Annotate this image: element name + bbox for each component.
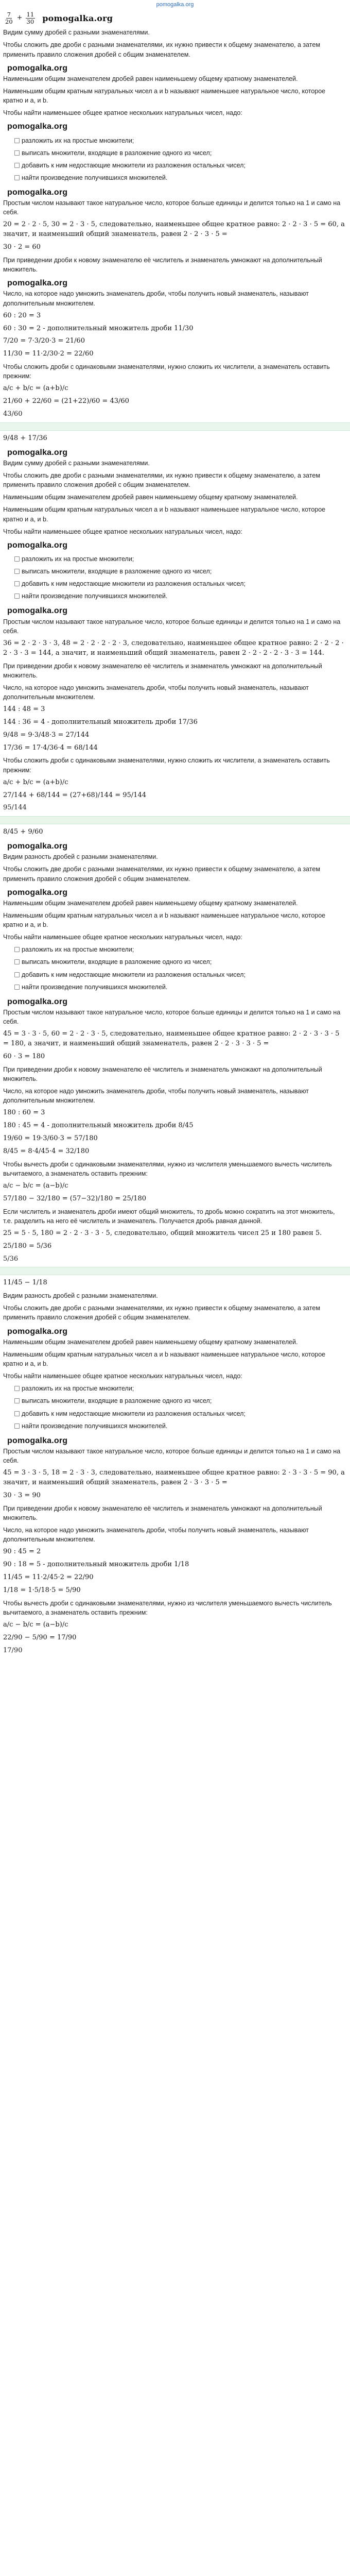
formula: a/c − b/c = (a−b)/c: [3, 1181, 68, 1190]
calc-line: 90 : 45 = 2: [3, 1548, 41, 1556]
rule-common-denominator: Чтобы сложить две дроби с разными знаменателями, их нужно привести к общему знаменателю, а затем применить правило сложения дробей с общим знаменателем.: [3, 866, 320, 883]
rule-common-denominator: Чтобы сложить две дроби с разными знаменателями, их нужно привести к общему знаменателю, а затем применить правило сложения дробей с общим знаменателем.: [3, 472, 320, 489]
rule-lcd: Наименьшим общим знаменателем дробей равен наименьшему общему кратному знаменателей.: [3, 899, 298, 907]
section-divider: [0, 816, 350, 824]
watermark: pomogalka.org: [7, 997, 68, 1006]
lcm-line: 20 = 2 · 2 · 5, 30 = 2 · 3 · 5, следовательно, наименьшее общее кратное равно: 2 · 2 · 3 · 5 = 60, а значит, и наименьший общий знаменатель, равен 2 · 2 · 3 · 5 =: [3, 221, 345, 239]
transform-line: 11/30 = 11·2/30·2 = 22/60: [3, 350, 94, 358]
factor-rule: При приведении дроби к новому знаменателю её числитель и знаменатель умножают на дополнительный множитель.: [3, 1065, 322, 1082]
step-item: найти произведение получившихся множителей.: [14, 173, 346, 182]
rule-common-denominator: Чтобы сложить две дроби с разными знаменателями, их нужно привести к общему знаменателю, а затем применить правило сложения дробей с общим знаменателем.: [3, 41, 320, 58]
steps-list: [3, 554, 346, 601]
rule-lcm-def: Наименьшим общим кратным натуральных чисел a и b называют наименьшее натуральное число, которое кратно и a, и b.: [3, 1350, 326, 1368]
factor-def: Число, на которое надо умножить знаменатель дроби, чтобы получить новый знаменатель, называют дополнительным множителем.: [3, 1088, 309, 1105]
rule-sum-different: Видим сумму дробей с разными знаменателями.: [3, 459, 150, 467]
expression-head: 11/45 − 1/18: [3, 1279, 47, 1287]
transform-line: 7/20 = 7·3/20·3 = 21/60: [3, 337, 85, 345]
lcm-line: 45 = 3 · 3 · 5, 18 = 2 · 3 · 3, следовательно, наименьшее общее кратное равно: 2 · 3 · 3 · 5 = 90, а значит, и наименьший общий знаменатель, равен 2 · 3 · 3 · 5 =: [3, 1469, 345, 1487]
factor-def: Число, на которое надо умножить знаменатель дроби, чтобы получить новый знаменатель, называют дополнительным множителем.: [3, 290, 309, 307]
step-item: выписать множители, входящие в разложение одного из чисел;: [14, 567, 346, 576]
watermark: pomogalka.org: [7, 1327, 68, 1336]
factor-def: Число, на которое надо умножить знаменатель дроби, чтобы получить новый знаменатель, называют дополнительным множителем.: [3, 1527, 309, 1544]
step-item: разложить их на простые множители;: [14, 945, 346, 954]
rule-diff-different: Видим разность дробей с разными знаменателями.: [3, 853, 158, 861]
site-header[interactable]: pomogalka.org: [156, 2, 194, 8]
rule-lcm-def: Наименьшим общим кратным натуральных чисел a и b называют наименьшее натуральное число, которое кратно и a, и b.: [3, 506, 326, 523]
rule-lcd: Наименьшим общим знаменателем дробей равен наименьшему общему кратному знаменателей.: [3, 1338, 298, 1346]
diff-line: 22/90 − 5/90 = 17/90: [3, 1633, 77, 1641]
solution-block-2: [3, 434, 346, 813]
factor-rule: При приведении дроби к новому знаменателю её числитель и знаменатель умножают на дополнительный множитель.: [3, 257, 322, 274]
solution-block-3: [3, 827, 346, 1264]
sub-rule: Чтобы вычесть дроби с одинаковыми знаменателями, нужно из числителя уменьшаемого вычесть числитель вычитаемого, а знаменатель оставить прежним:: [3, 1160, 332, 1177]
sum-line: 27/144 + 68/144 = (27+68)/144 = 95/144: [3, 791, 146, 799]
step-item: разложить их на простые множители;: [14, 554, 346, 564]
factor-def: Число, на которое надо умножить знаменатель дроби, чтобы получить новый знаменатель, называют дополнительным множителем.: [3, 684, 309, 701]
expression-head: 8/45 + 9/60: [3, 828, 43, 836]
watermark: pomogalka.org: [7, 842, 68, 851]
calc-line: 144 : 48 = 3: [3, 705, 45, 714]
step-item: добавить к ним недостающие множители из разложения остальных чисел;: [14, 1409, 346, 1418]
calc-line: 60 : 20 = 3: [3, 311, 41, 319]
transform-line: 8/45 = 8·4/45·4 = 32/180: [3, 1147, 90, 1155]
lcm-result: 30 · 3 = 90: [3, 1491, 41, 1499]
rule-lcm-def: Наименьшим общим кратным натуральных чисел a и b называют наименьшее натуральное число, которое кратно и a, и b.: [3, 911, 326, 929]
rule-sum-different: Видим сумму дробей с разными знаменателями.: [3, 29, 150, 37]
step-item: разложить их на простые множители;: [14, 136, 346, 145]
step-item: выписать множители, входящие в разложение одного из чисел;: [14, 148, 346, 158]
step-item: найти произведение получившихся множителей.: [14, 982, 346, 992]
rule-lcm-how: Чтобы найти наименьшее общее кратное нескольких натуральных чисел, надо:: [3, 109, 242, 117]
steps-list: [3, 136, 346, 183]
content: [0, 11, 350, 1655]
transform-line: 1/18 = 1·5/18·5 = 5/90: [3, 1586, 81, 1594]
section-divider: [0, 1267, 350, 1275]
steps-list: [3, 1384, 346, 1431]
calc-line: 144 : 36 = 4 - дополнительный множитель дроби 17/36: [3, 718, 198, 726]
step-item: добавить к ним недостающие множители из разложения остальных чисел;: [14, 579, 346, 588]
answer: 95/144: [3, 804, 27, 812]
reduced-line: 25/180 = 5/36: [3, 1242, 52, 1250]
calc-line: 60 : 30 = 2 - дополнительный множитель дроби 11/30: [3, 324, 194, 332]
lcm-result: 60 · 3 = 180: [3, 1052, 45, 1060]
rule-lcd: Наименьшим общим знаменателем дробей равен наименьшему общему кратному знаменателей.: [3, 75, 298, 82]
step-item: разложить их на простые множители;: [14, 1384, 346, 1393]
expression-top: $\frac{7}{20}$ + $\frac{11}{30}$ pomogalka.org: [5, 11, 113, 25]
lcm-line: 36 = 2 · 2 · 3 · 3, 48 = 2 · 2 · 2 · 2 · 3, следовательно, наименьшее общее кратное равно: 2 · 2 · 2 · 2 · 3 · 3 = 144, а значит, и наименьший общий знаменатель, равен 2 · 2 · 2 · 2 · 3 · 3 = 144.: [3, 639, 344, 657]
watermark: pomogalka.org: [7, 540, 68, 550]
sum-line: 21/60 + 22/60 = (21+22)/60 = 43/60: [3, 397, 129, 405]
step-item: выписать множители, входящие в разложение одного из чисел;: [14, 957, 346, 967]
add-rule: Чтобы сложить дроби с одинаковыми знаменателями, нужно сложить их числители, а знаменатель оставить прежним:: [3, 757, 330, 774]
factor-rule: При приведении дроби к новому знаменателю её числитель и знаменатель умножают на дополнительный множитель.: [3, 662, 322, 679]
rule-lcm-how: Чтобы найти наименьшее общее кратное нескольких натуральных чисел, надо:: [3, 934, 242, 941]
watermark: pomogalka.org: [7, 63, 68, 73]
factor-rule: При приведении дроби к новому знаменателю её числитель и знаменатель умножают на дополнительный множитель.: [3, 1504, 322, 1521]
fraction: $\frac{7}{20}$: [5, 11, 13, 25]
transform-line: 19/60 = 19·3/60·3 = 57/180: [3, 1134, 98, 1142]
transform-line: 11/45 = 11·2/45·2 = 22/90: [3, 1573, 94, 1581]
answer: 43/60: [3, 410, 23, 418]
solution-block-4: [3, 1278, 346, 1655]
lcm-line: 45 = 3 · 3 · 5, 60 = 2 · 2 · 3 · 5, следовательно, наименьшее общее кратное равно: 2 · 2 · 3 · 3 · 5 = 180, а значит, и наименьший общий знаменатель, равен 2 · 2 · 3 · 3 · 5 =: [3, 1030, 340, 1048]
formula: a/c + b/c = (a+b)/c: [3, 384, 68, 393]
reduce-rule: Если числитель и знаменатель дроби имеют общий множитель, то дробь можно сократить на этот множитель, т.е. разделить на него её числитель и знаменатель. Получается дробь равная данной.: [3, 1208, 335, 1225]
add-rule: Чтобы сложить дроби с одинаковыми знаменателями, нужно сложить их числители, а знаменатель оставить прежним:: [3, 363, 330, 380]
watermark: pomogalka.org: [7, 888, 68, 897]
formula: a/c + b/c = (a+b)/c: [3, 778, 68, 786]
rule-lcm-how: Чтобы найти наименьшее общее кратное нескольких натуральных чисел, надо:: [3, 1372, 242, 1380]
rule-lcd: Наименьшим общим знаменателем дробей равен наименьшему общему кратному знаменателей.: [3, 494, 298, 501]
sub-rule: Чтобы вычесть дроби с одинаковыми знаменателями, нужно из числителя уменьшаемого вычесть числитель вычитаемого, а знаменатель оставить прежним:: [3, 1599, 332, 1616]
answer: 17/90: [3, 1646, 23, 1654]
watermark: pomogalka.org: [7, 1436, 68, 1445]
rule-diff-different: Видим разность дробей с разными знаменателями.: [3, 1292, 158, 1300]
calc-line: 180 : 45 = 4 - дополнительный множитель дроби 8/45: [3, 1122, 194, 1130]
prime-note: Простым числом называют такое натуральное число, которое больше единицы и делится только на 1 и само на себя.: [3, 199, 341, 216]
answer: 5/36: [3, 1255, 19, 1263]
watermark: pomogalka.org: [7, 122, 68, 131]
step-item: найти произведение получившихся множителей.: [14, 591, 346, 601]
step-item: добавить к ним недостающие множители из разложения остальных чисел;: [14, 161, 346, 170]
watermark: pomogalka.org: [7, 188, 68, 197]
watermark: pomogalka.org: [7, 606, 68, 616]
calc-line: 90 : 18 = 5 - дополнительный множитель дроби 1/18: [3, 1561, 189, 1569]
prime-note: Простым числом называют такое натуральное число, которое больше единицы и делится только на 1 и само на себя.: [3, 1447, 341, 1465]
prime-note: Простым числом называют такое натуральное число, которое больше единицы и делится только на 1 и само на себя.: [3, 618, 341, 635]
step-item: выписать множители, входящие в разложение одного из чисел;: [14, 1396, 346, 1405]
calc-line: 180 : 60 = 3: [3, 1109, 45, 1117]
rule-lcm-def: Наименьшим общим кратным натуральных чисел a и b называют наименьшее натуральное число, которое кратно и a, и b.: [3, 87, 326, 105]
reduce-calc: 25 = 5 · 5, 180 = 2 · 2 · 3 · 3 · 5, следовательно, общий множитель чисел 25 и 180 равен 5.: [3, 1229, 322, 1237]
fraction: $\frac{11}{30}$: [26, 11, 34, 25]
step-item: добавить к ним недостающие множители из разложения остальных чисел;: [14, 970, 346, 979]
transform-line: 17/36 = 17·4/36·4 = 68/144: [3, 743, 98, 752]
formula: a/c − b/c = (a−b)/c: [3, 1620, 68, 1629]
watermark: pomogalka.org: [7, 448, 68, 457]
watermark: pomogalka.org: [42, 13, 113, 23]
section-divider: [0, 422, 350, 431]
rule-lcm-how: Чтобы найти наименьшее общее кратное нескольких натуральных чисел, надо:: [3, 528, 242, 535]
lcm-result: 30 · 2 = 60: [3, 243, 41, 251]
step-item: найти произведение получившихся множителей.: [14, 1421, 346, 1431]
transform-line: 9/48 = 9·3/48·3 = 27/144: [3, 731, 90, 739]
steps-list: [3, 945, 346, 992]
rule-common-denominator: Чтобы сложить две дроби с разными знаменателями, их нужно привести к общему знаменателю, а затем применить правило сложения дробей с общим знаменателем.: [3, 1304, 320, 1321]
diff-line: 57/180 − 32/180 = (57−32)/180 = 25/180: [3, 1194, 146, 1202]
watermark: pomogalka.org: [7, 279, 68, 288]
prime-note: Простым числом называют такое натуральное число, которое больше единицы и делится только на 1 и само на себя.: [3, 1009, 341, 1026]
expression-head: 9/48 + 17/36: [3, 434, 47, 442]
solution-block-1: [3, 11, 346, 419]
